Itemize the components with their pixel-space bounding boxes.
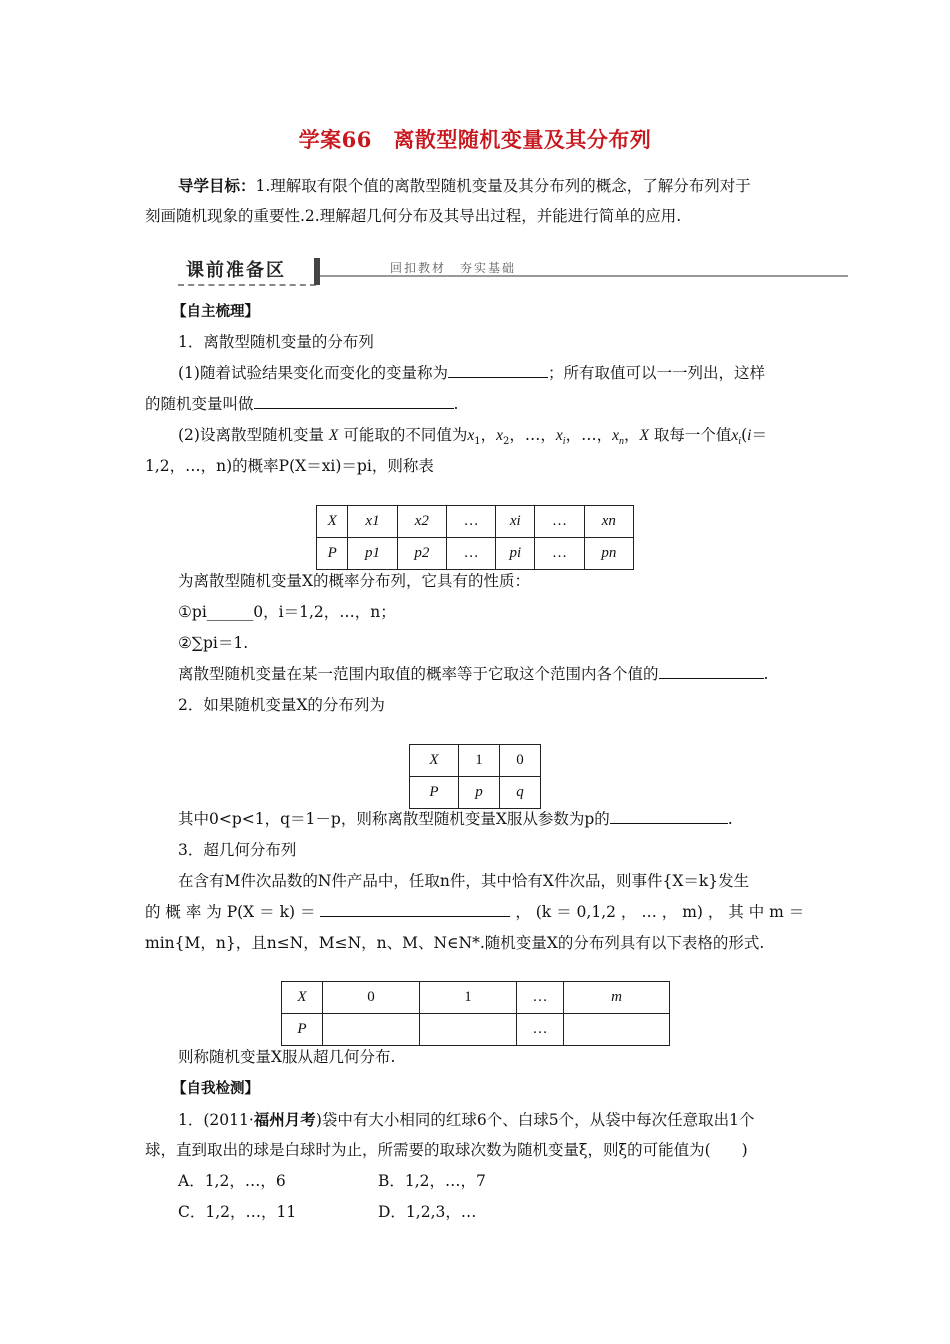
q1-line2: 球，直到取出的球是白球时为止，所需要的取球次数为随机变量ξ，则ξ的可能值为( ) xyxy=(145,1141,748,1159)
q1-number: 1．(2011· xyxy=(178,1111,254,1129)
table-cell: P xyxy=(282,1014,323,1046)
blank-5 xyxy=(320,900,510,917)
table-cell: 1 xyxy=(459,745,500,777)
table-cell: p xyxy=(459,777,500,809)
table-cell: … xyxy=(517,1014,564,1046)
table-cell: xn xyxy=(584,506,633,538)
item1-p2-line2: 1,2，…，n)的概率P(X＝xi)＝pi，则称表 xyxy=(145,457,434,475)
item3-line2-text-a: 的 概 率 为 P(X ＝ k) ＝ xyxy=(145,903,316,921)
banner-subtitle: 回扣教材 夯实基础 xyxy=(390,261,517,275)
table-cell: q xyxy=(500,777,541,809)
section-banner xyxy=(178,256,848,290)
table-cell: m xyxy=(564,982,670,1014)
blank-2 xyxy=(254,392,454,409)
item1-p1-text-d: . xyxy=(453,395,459,413)
table-cell: … xyxy=(446,506,495,538)
item2-after-text: 其中0<p<1，q＝1－p，则称离散型随机变量X服从参数为p的 xyxy=(178,810,610,828)
table-cell: 0 xyxy=(500,745,541,777)
blank-3 xyxy=(659,662,764,679)
q1-text: )袋中有大小相同的红球6个、白球5个，从袋中每次任意取出1个 xyxy=(315,1111,755,1129)
table-cell: X xyxy=(410,745,459,777)
table-cell: X xyxy=(282,982,323,1014)
table-cell: 1 xyxy=(420,982,517,1014)
table-cell: P xyxy=(410,777,459,809)
table-cell: … xyxy=(446,538,495,570)
item1-p1-cont xyxy=(145,389,805,420)
item1-p1-text-c: 的随机变量叫做 xyxy=(145,395,254,413)
table-cell: p2 xyxy=(397,538,446,570)
table-cell: xi xyxy=(496,506,535,538)
item3-after-table: 则称随机变量X服从超几何分布. xyxy=(178,1048,396,1066)
table-row xyxy=(317,506,634,538)
item1-p1 xyxy=(145,358,805,389)
distribution-table-bernoulli xyxy=(409,744,541,809)
goal-line1: 1.理解取有限个值的离散型随机变量及其分布列的概念，了解分布列对于 xyxy=(255,177,751,195)
table-cell: X xyxy=(317,506,348,538)
item1-note-end: . xyxy=(763,665,769,683)
q1-option-c: C．1,2，…，11 xyxy=(178,1203,297,1221)
banner-title: 课前准备区 xyxy=(186,260,286,281)
goal-label: 导学目标： xyxy=(178,176,256,195)
distribution-table-hypergeometric xyxy=(281,981,670,1046)
item3-line2-text-b: ， (k ＝ 0,1,2 ， … ， m) ， 其 中 m ＝ xyxy=(515,903,805,921)
item1-p2-text-b: 可能取的不同值为 xyxy=(343,426,468,444)
table-cell: 0 xyxy=(323,982,420,1014)
table-cell xyxy=(564,1014,670,1046)
table-cell: pn xyxy=(584,538,633,570)
item1-p2-text-a: (2)设离散型随机变量 xyxy=(178,426,324,444)
table-row xyxy=(282,1014,670,1046)
distribution-table-general xyxy=(316,505,634,570)
section-heading-self-study: 【自主梳理】 xyxy=(172,303,259,320)
table-cell: x1 xyxy=(348,506,397,538)
q1-option-d: D．1,2,3，… xyxy=(378,1203,477,1221)
item2-after-end: . xyxy=(727,810,733,828)
q1-source: 福州月考 xyxy=(253,1110,316,1129)
goal-line2: 刻画随机现象的重要性.2.理解超几何分布及其导出过程，并能进行简单的应用. xyxy=(145,207,682,225)
item3-title: 3．超几何分布列 xyxy=(178,841,297,859)
table-cell: … xyxy=(535,538,584,570)
item2-title: 2．如果随机变量X的分布列为 xyxy=(178,696,385,714)
table-row xyxy=(282,982,670,1014)
table-row xyxy=(410,745,541,777)
blank-4 xyxy=(610,807,728,824)
table-cell xyxy=(323,1014,420,1046)
section-heading-self-check: 【自我检测】 xyxy=(172,1080,259,1097)
item1-property-2: ②∑pi＝1. xyxy=(178,634,249,652)
table-cell: pi xyxy=(496,538,535,570)
table-cell: P xyxy=(317,538,348,570)
item2-after-table xyxy=(178,804,838,835)
item1-note-text: 离散型随机变量在某一范围内取值的概率等于它取这个范围内各个值的 xyxy=(178,665,659,683)
q1-option-a: A．1,2，…，6 xyxy=(178,1172,286,1190)
page-title: 学案66 离散型随机变量及其分布列 xyxy=(298,127,652,152)
banner-divider xyxy=(314,258,320,285)
item3-line2 xyxy=(145,897,805,928)
table-cell: … xyxy=(517,982,564,1014)
item1-p1-text-b: ；所有取值可以一一列出，这样 xyxy=(547,364,765,382)
blank-1 xyxy=(448,361,548,378)
q1-line1 xyxy=(145,1104,805,1136)
table-row xyxy=(317,538,634,570)
item1-p2: (2)设离散型随机变量 X 可能取的不同值为$x_1$，$x_2$，…，$x_i$，…，$x_n$，X 取每一个值$x_i(i=$ xyxy=(178,426,767,448)
item1-after-table: 为离散型随机变量X的概率分布列，它具有的性质： xyxy=(178,572,531,590)
table-cell xyxy=(420,1014,517,1046)
item3-line1: 在含有M件次品数的N件产品中，任取n件，其中恰有X件次品，则事件{X＝k}发生 xyxy=(178,872,750,890)
item1-p1-text-a: (1)随着试验结果变化而变化的变量称为 xyxy=(178,364,448,382)
item1-p2-text-c: 取每一个值 xyxy=(653,426,732,444)
goal-paragraph xyxy=(145,170,805,202)
item1-note xyxy=(178,659,838,690)
item1-property-1: ①pi______0，i＝1,2，…，n； xyxy=(178,603,396,621)
table-cell: … xyxy=(535,506,584,538)
q1-option-b: B．1,2，…，7 xyxy=(378,1172,486,1190)
table-cell: x2 xyxy=(397,506,446,538)
table-cell: p1 xyxy=(348,538,397,570)
item3-line3: min{M，n}，且n≤N，M≤N，n、M、N∈N*.随机变量X的分布列具有以下表格的形式. xyxy=(145,934,765,952)
item1-title: 1．离散型随机变量的分布列 xyxy=(178,333,374,351)
